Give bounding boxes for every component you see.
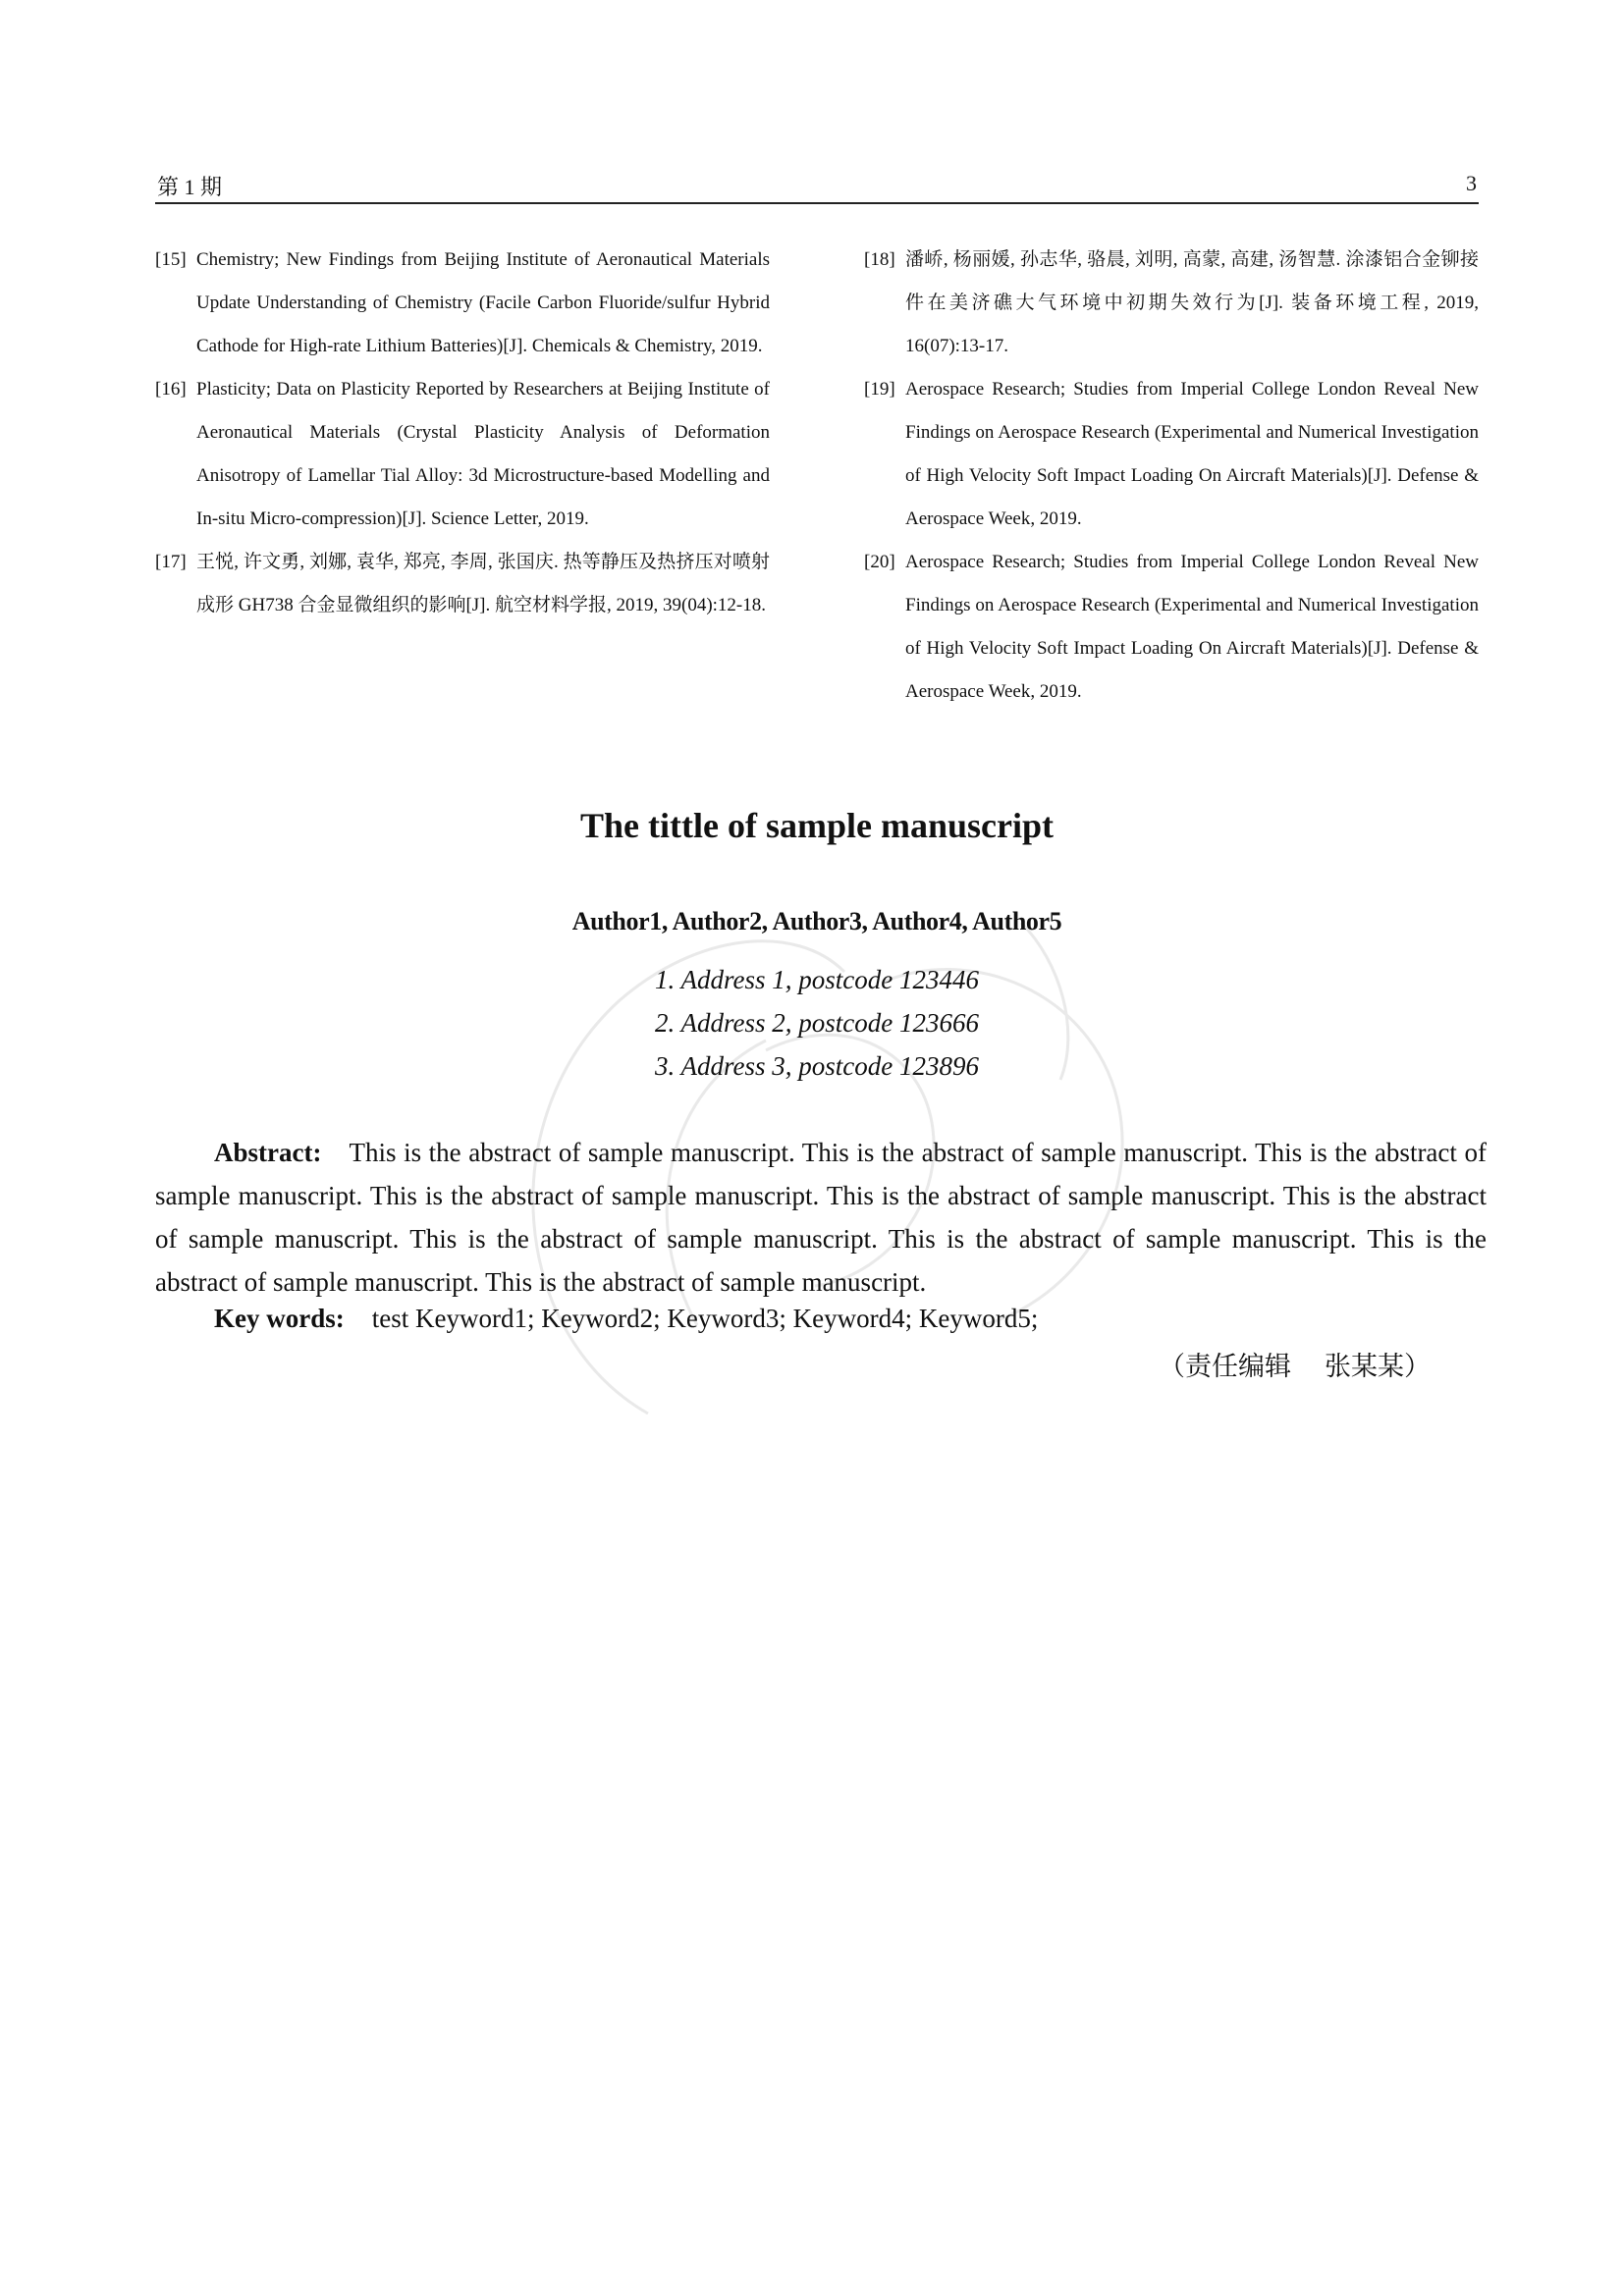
reference-number: [19] xyxy=(864,379,895,400)
abstract-paragraph xyxy=(155,1131,1487,1304)
keywords-label: Key words: xyxy=(214,1304,345,1333)
reference-text: Aerospace Research; Studies from Imperial College London Reveal New Findings on Aerospace Research (Experimental and Numerical Investigation of High Velocity Soft Impact Loading On Aircraft Materials)[J]. Defense & Aerospace Week, 2019. xyxy=(905,552,1479,702)
reference-text: Aerospace Research; Studies from Imperial College London Reveal New Findings on Aerospace Research (Experimental and Numerical Investigation of High Velocity Soft Impact Loading On Aircraft Materials)[J]. Defense & Aerospace Week, 2019. xyxy=(905,379,1479,529)
reference-text: 潘峤, 杨丽媛, 孙志华, 骆晨, 刘明, 高蒙, 高建, 汤智慧. 涂漆铝合金铆接件在美济礁大气环境中初期失效行为[J]. 装备环境工程, 2019, 16(07):13-17. xyxy=(905,249,1479,356)
affiliation-list xyxy=(155,958,1479,1088)
reference-item xyxy=(864,541,1479,714)
reference-text: Chemistry; New Findings from Beijing Institute of Aeronautical Materials Update Understanding of Chemistry (Facile Carbon Fluoride/sulfur Hybrid Cathode for High-rate Lithium Batteries)[J]. Chemicals & Chemistry, 2019. xyxy=(196,249,770,356)
reference-item xyxy=(155,239,770,368)
affiliation-address: 3. Address 3, postcode 123896 xyxy=(655,1051,979,1081)
abstract-label: Abstract: xyxy=(214,1138,322,1167)
journal-issue: 第 1 期 xyxy=(157,175,223,199)
editor-role: 责任编辑 xyxy=(1185,1352,1291,1381)
affiliation-address: 2. Address 2, postcode 123666 xyxy=(655,1008,979,1038)
keywords-text: test Keyword1; Keyword2; Keyword3; Keyword4; Keyword5; xyxy=(371,1304,1039,1333)
editor-close-paren: ） xyxy=(1404,1352,1431,1381)
reference-item xyxy=(864,368,1479,541)
editor-open-paren: （ xyxy=(1159,1352,1185,1381)
editor-name: 张某某 xyxy=(1325,1352,1404,1381)
abstract-text: This is the abstract of sample manuscript. This is the abstract of sample manuscript. This is the abstract of sample manuscript. This is the abstract of sample manuscript. This is the abstract of sample manuscript. This is the abstract of sample manuscript. This is the abstract of sample manuscript. This is the abstract of sample manuscript. This is the abstract of sample manuscript. This is the abstract of sample manuscript. xyxy=(155,1138,1487,1297)
reference-item xyxy=(155,541,770,627)
reference-number: [18] xyxy=(864,249,895,270)
reference-text: Plasticity; Data on Plasticity Reported by Researchers at Beijing Institute of Aeronautical Materials (Crystal Plasticity Analysis of Deformation Anisotropy of Lamellar Tial Alloy: 3d Microstructure-based Modelling and In-situ Micro-compression)[J]. Science Letter, 2019. xyxy=(196,379,770,529)
reference-item xyxy=(155,368,770,541)
keywords-line xyxy=(214,1304,1038,1334)
author-list: Author1, Author2, Author3, Author4, Author5 xyxy=(571,907,1062,935)
reference-text: 王悦, 许文勇, 刘娜, 袁华, 郑亮, 李周, 张国庆. 热等静压及热挤压对喷射成形 GH738 合金显微组织的影响[J]. 航空材料学报, 2019, 39(04):12-18. xyxy=(196,552,770,615)
reference-item xyxy=(864,239,1479,368)
references-right-column xyxy=(864,239,1479,714)
responsible-editor xyxy=(1159,1345,1431,1383)
reference-number: [20] xyxy=(864,552,895,572)
paper-title: The tittle of sample manuscript xyxy=(580,806,1054,845)
reference-number: [15] xyxy=(155,249,187,270)
affiliation-address: 1. Address 1, postcode 123446 xyxy=(655,965,979,994)
reference-number: [16] xyxy=(155,379,187,400)
reference-number: [17] xyxy=(155,552,187,572)
running-header xyxy=(155,169,1479,204)
page-number: 3 xyxy=(1466,171,1477,195)
references-left-column xyxy=(155,239,770,627)
